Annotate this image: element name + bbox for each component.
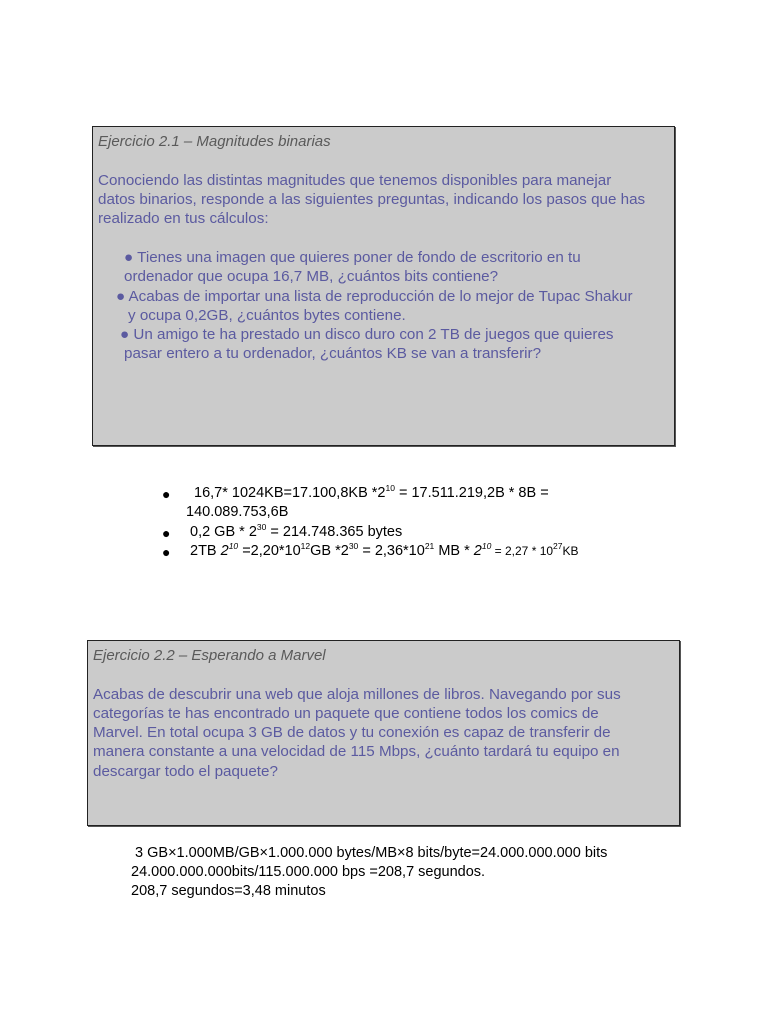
exercise-2-2-text-line: categorías te has encontrado un paquete que contiene todos los comics de <box>93 705 599 722</box>
bullet: ● <box>162 525 171 541</box>
exercise-2-2-text-line: Marvel. En total ocupa 3 GB de datos y tu conexión es capaz de transferir de <box>93 724 611 741</box>
exercise-2-1-question-line: pasar entero a tu ordenador, ¿cuántos KB se van a transferir? <box>124 345 542 362</box>
exercise-2-2-text-line: Acabas de descubrir una web que aloja millones de libros. Navegando por sus <box>93 686 621 703</box>
answer-2-2-line-1: 3 GB×1.000MB/GB×1.000.000 bytes/MB×8 bits/byte=24.000.000.000 bits <box>131 845 608 861</box>
exercise-2-1-question-line: ● Tienes una imagen que quieres poner de fondo de escritorio en tu <box>124 249 581 266</box>
exercise-2-1-question-line: y ocupa 0,2GB, ¿cuántos bytes contiene. <box>128 307 406 324</box>
answer-2-2-line-2: 24.000.000.000bits/115.000.000 bps =208,7 segundos. <box>131 864 486 880</box>
exercise-2-1-intro-line: Conociendo las distintas magnitudes que tenemos disponibles para manejar <box>98 172 612 189</box>
bullet: ● <box>162 544 171 560</box>
exercise-2-1-question-line: ● Acabas de importar una lista de reproducción de lo mejor de Tupac Shakur <box>116 288 633 305</box>
exercise-2-1-title: Ejercicio 2.1 – Magnitudes binarias <box>98 133 331 150</box>
exercise-2-1-intro-line: realizado en tus cálculos: <box>98 210 269 227</box>
answer-2-2-line-3: 208,7 segundos=3,48 minutos <box>131 883 326 899</box>
exercise-2-1-question-line: ● Un amigo te ha prestado un disco duro con 2 TB de juegos que quieres <box>120 326 614 343</box>
bullet: ● <box>162 486 171 502</box>
exercise-2-2-text-line: descargar todo el paquete? <box>93 763 278 780</box>
answer-1-line-2: 140.089.753,6B <box>186 504 289 520</box>
exercise-2-1-question-line: ordenador que ocupa 16,7 MB, ¿cuántos bits contiene? <box>124 268 499 285</box>
answer-1-line-1: 16,7* 1024KB=17.100,8KB $*2^{10} = 17.511.219,2B * 8B$ = <box>194 483 549 501</box>
answer-2: 0,2 GB * $2^{30} = 214.748.365$ bytes <box>190 522 403 540</box>
answer-3: 2TB $2^{10} =2,20*10^{12}GB$ $*2^{30} = 2,36*10^{21}$ MB * $2^{10} = 2,27 * 10^{27}KB$ <box>190 541 579 559</box>
exercise-2-2-title: Ejercicio 2.2 – Esperando a Marvel <box>93 647 326 664</box>
exercise-2-2-text-line: manera constante a una velocidad de 115 Mbps, ¿cuánto tardará tu equipo en <box>93 743 620 760</box>
exercise-2-1-intro-line: datos binarios, responde a las siguientes preguntas, indicando los pasos que has <box>98 191 646 208</box>
